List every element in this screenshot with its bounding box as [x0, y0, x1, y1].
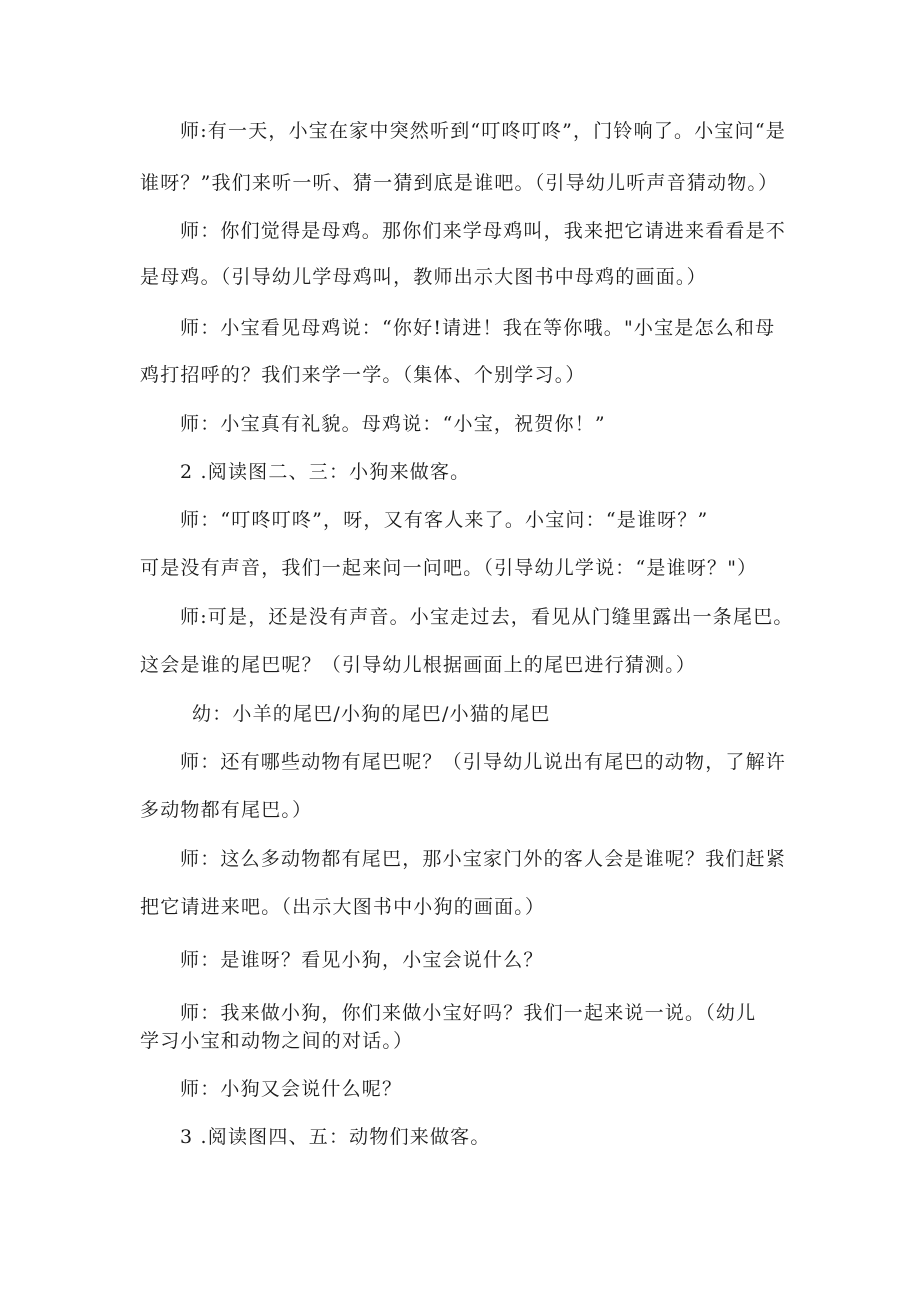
text-line: 这会是谁的尾巴呢？（引导幼儿根据画面上的尾巴进行猜测。） — [140, 654, 697, 676]
text-line: 可是没有声音，我们一起来问一问吧。（引导幼儿学说：“是谁呀？"） — [140, 557, 758, 579]
text-line: 师：这么多动物都有尾巴，那小宝家门外的客人会是谁呢？我们赶紧 — [180, 848, 787, 870]
text-line: 师：你们觉得是母鸡。那你们来学母鸡叫，我来把它请进来看看是不 — [180, 220, 787, 242]
text-line: 谁呀？”我们来听一听、猜一猜到底是谁吧。（引导幼儿听声音猜动物。） — [140, 172, 779, 194]
text-line: 师：小宝真有礼貌。母鸡说：“小宝，祝贺你！” — [180, 413, 606, 435]
text-line: 师：小狗又会说什么呢？ — [180, 1078, 403, 1100]
text-line: 多动物都有尾巴。） — [140, 799, 313, 821]
text-line: 是母鸡。（引导幼儿学母鸡叫，教师出示大图书中母鸡的画面。） — [140, 266, 707, 288]
section-heading: 3 .阅读图四、五：动物们来做客。 — [180, 1126, 491, 1148]
text-line: 师：还有哪些动物有尾巴呢？（引导幼儿说出有尾巴的动物，了解许 — [180, 751, 787, 773]
text-line: 师：是谁呀？看见小狗，小宝会说什么？ — [180, 949, 544, 971]
text-line: 鸡打招呼的？我们来学一学。（集体、个别学习。） — [140, 364, 586, 386]
text-line: 师：我来做小狗，你们来做小宝好吗？我们一起来说一说。（幼儿 — [180, 1002, 757, 1024]
text-line: 幼：小羊的尾巴/小狗的尾巴/小猫的尾巴 — [192, 703, 551, 725]
text-line: 学习小宝和动物之间的对话。） — [140, 1030, 414, 1052]
text-line: 把它请进来吧。（出示大图书中小狗的画面。） — [140, 896, 546, 918]
text-line: 师：“叮咚叮咚”，呀，又有客人来了。小宝问：“是谁呀？” — [180, 509, 709, 531]
text-line: 师：小宝看见母鸡说：“你好!请进！我在等你哦。"小宝是怎么和母 — [180, 317, 776, 339]
section-heading: 2 .阅读图二、三：小狗来做客。 — [180, 461, 471, 483]
text-line: 师:可是，还是没有声音。小宝走过去，看见从门缝里露出一条尾巴。 — [180, 606, 794, 628]
text-line: 师:有一天，小宝在家中突然听到“叮咚叮咚”，门铃响了。小宝问“是 — [180, 120, 786, 142]
